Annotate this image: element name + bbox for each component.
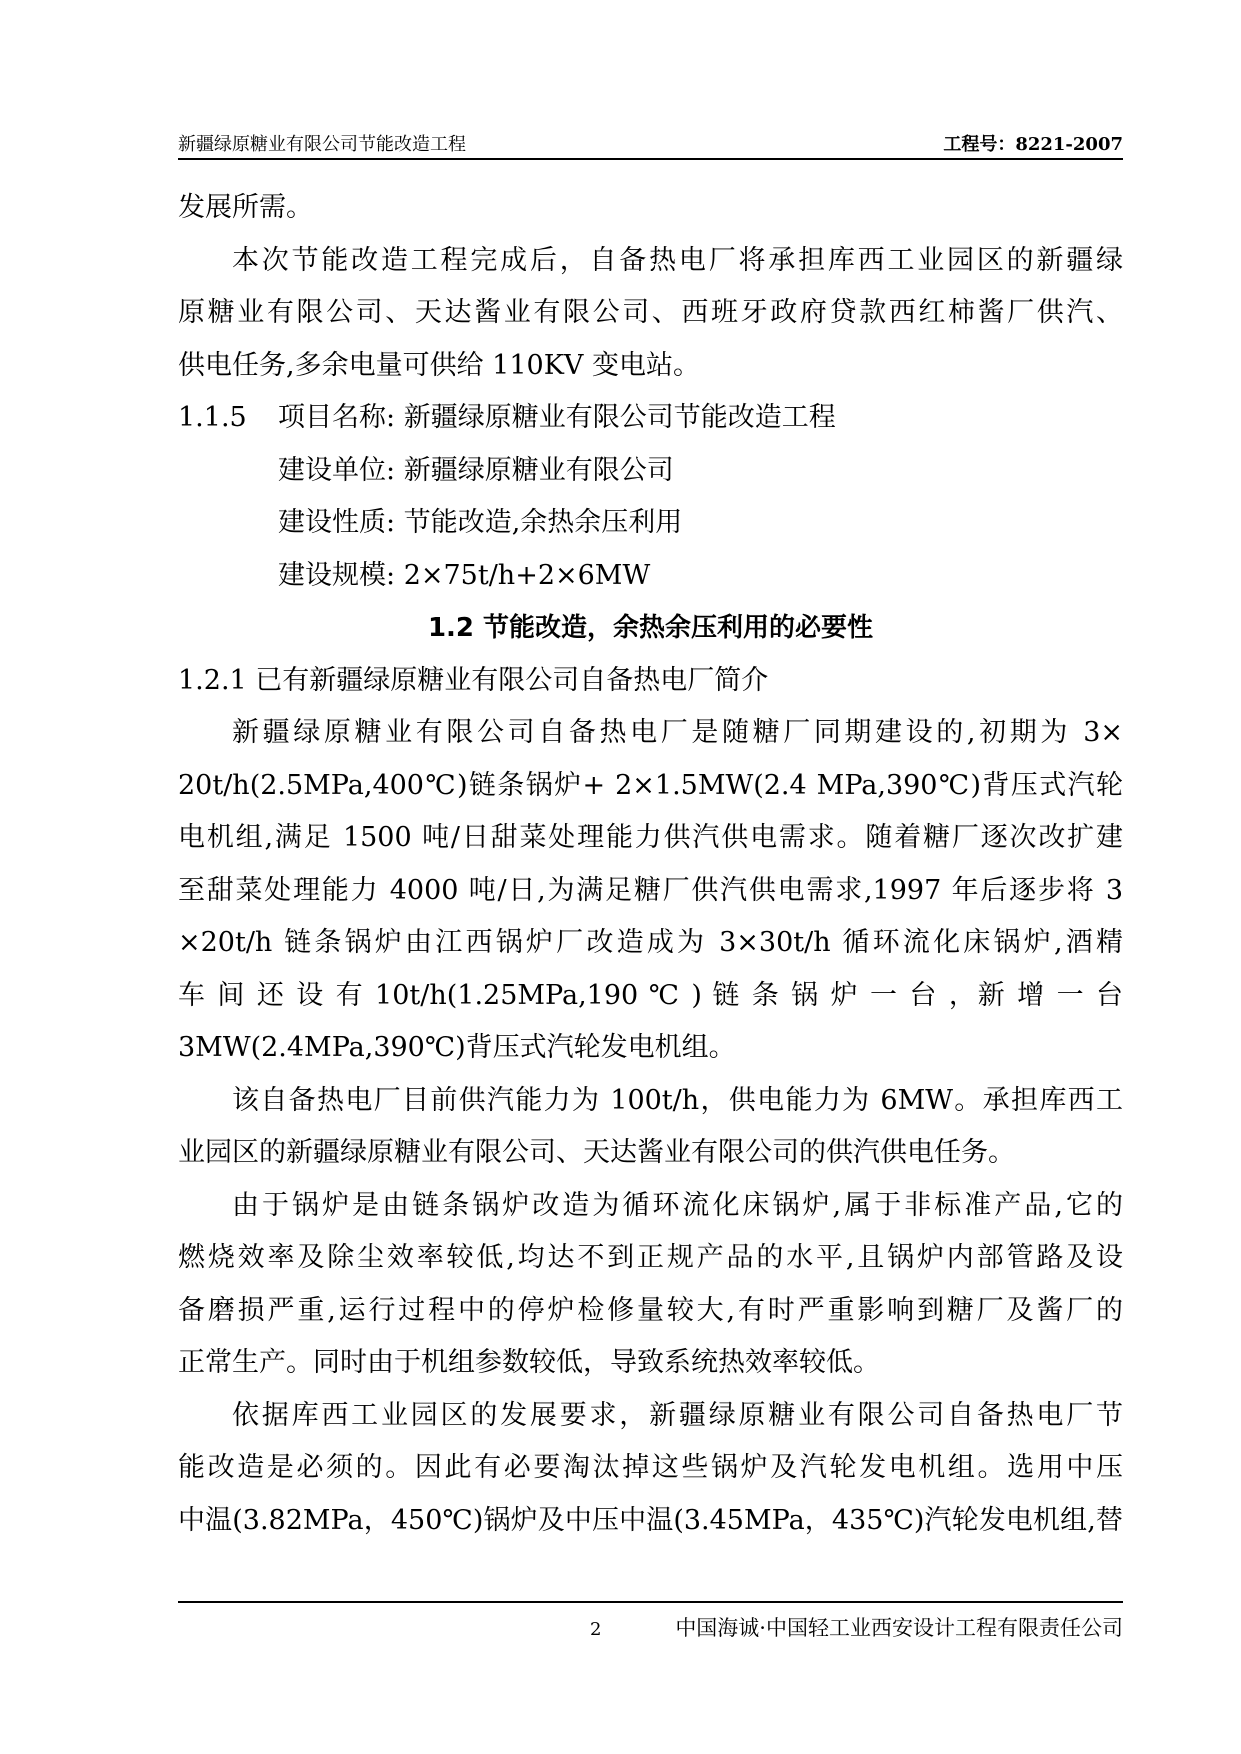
paragraph-line: 业园区的新疆绿原糖业有限公司、天达酱业有限公司的供汽供电任务。 [178, 1137, 1015, 1168]
paragraph-line: 正常生产。同时由于机组参数较低，导致系统热效率较低。 [178, 1347, 880, 1378]
paragraph-line: 能改造是必须的。因此有必要淘汰掉这些锅炉及汽轮发电机组。选用中压 [178, 1452, 1123, 1483]
document-body [178, 182, 1123, 1547]
header-project-number: 工程号：8221-2007 [943, 134, 1123, 155]
project-info-line [178, 497, 1123, 550]
paragraph-line: 3MW(2.4MPa,390℃)背压式汽轮发电机组。 [178, 1032, 736, 1063]
paragraph-line: 燃烧效率及除尘效率较低,均达不到正规产品的水平,且锅炉内部管路及设 [178, 1242, 1123, 1273]
paragraph-line: 备磨损严重,运行过程中的停炉检修量较大,有时严重影响到糖厂及酱厂的 [178, 1294, 1123, 1326]
paragraph-line: 车 间 还 设 有 10t/h(1.25MPa,190 ℃ ) 链 条 锅 炉 一 台 ，新 增 一 台 [178, 979, 1123, 1011]
paragraph-line: 20t/h(2.5MPa,400℃)链条锅炉+ 2×1.5MW(2.4 MPa,390℃)背压式汽轮 [178, 769, 1123, 801]
header-divider [178, 158, 1123, 160]
subsection-heading: 1.2.1 已有新疆绿原糖业有限公司自备热电厂简介 [178, 664, 769, 696]
paragraph-line: 该自备热电厂目前供汽能力为 100t/h，供电能力为 6MW。承担库西工 [232, 1084, 1123, 1116]
construction-nature-label: 建设性质: [278, 507, 396, 538]
section-heading: 1.2 节能改造，余热余压利用的必要性 [427, 613, 874, 643]
project-info-line [178, 392, 1123, 445]
paragraph-line: 至甜菜处理能力 4000 吨/日,为满足糖厂供汽供电需求,1997 年后逐步将 3 [178, 874, 1123, 906]
project-info-line [178, 445, 1123, 498]
construction-unit-value: 新疆绿原糖业有限公司 [403, 454, 674, 486]
construction-unit-label: 建设单位: [278, 454, 396, 486]
paragraph-line: 发展所需。 [178, 192, 313, 223]
item-number: 1.1.5 [178, 402, 247, 433]
paragraph-line: ×20t/h 链条锅炉由江西锅炉厂改造成为 3×30t/h 循环流化床锅炉,酒精 [178, 927, 1123, 958]
footer-divider [178, 1601, 1123, 1603]
paragraph-line: 原糖业有限公司、天达酱业有限公司、西班牙政府贷款西红柿酱厂供汽、 [178, 297, 1123, 328]
paragraph-line: 供电任务,多余电量可供给 110KV 变电站。 [178, 349, 700, 381]
footer-company: 中国海诚·中国轻工业西安设计工程有限责任公司 [675, 1616, 1123, 1640]
paragraph-line: 由于锅炉是由链条锅炉改造为循环流化床锅炉,属于非标准产品,它的 [232, 1189, 1123, 1221]
paragraph-line: 依据库西工业园区的发展要求，新疆绿原糖业有限公司自备热电厂节 [232, 1399, 1123, 1431]
paragraph-line: 电机组,满足 1500 吨/日甜菜处理能力供汽供电需求。随着糖厂逐次改扩建 [178, 822, 1123, 853]
paragraph-line: 新疆绿原糖业有限公司自备热电厂是随糖厂同期建设的,初期为 3× [232, 717, 1123, 748]
paragraph-line: 中温(3.82MPa，450℃)锅炉及中压中温(3.45MPa，435℃)汽轮发电机组,替 [178, 1504, 1123, 1536]
page-number: 2 [590, 1619, 602, 1640]
project-info-line [178, 550, 1123, 603]
construction-scale-label: 建设规模: [278, 559, 396, 591]
paragraph-line: 本次节能改造工程完成后，自备热电厂将承担库西工业园区的新疆绿 [232, 244, 1123, 276]
project-name-value: 新疆绿原糖业有限公司节能改造工程 [403, 402, 836, 433]
project-name-label: 项目名称: [278, 402, 396, 433]
header-title: 新疆绿原糖业有限公司节能改造工程 [178, 134, 466, 155]
construction-scale-value: 2×75t/h+2×6MW [403, 559, 651, 591]
construction-nature-value: 节能改造,余热余压利用 [403, 507, 683, 538]
